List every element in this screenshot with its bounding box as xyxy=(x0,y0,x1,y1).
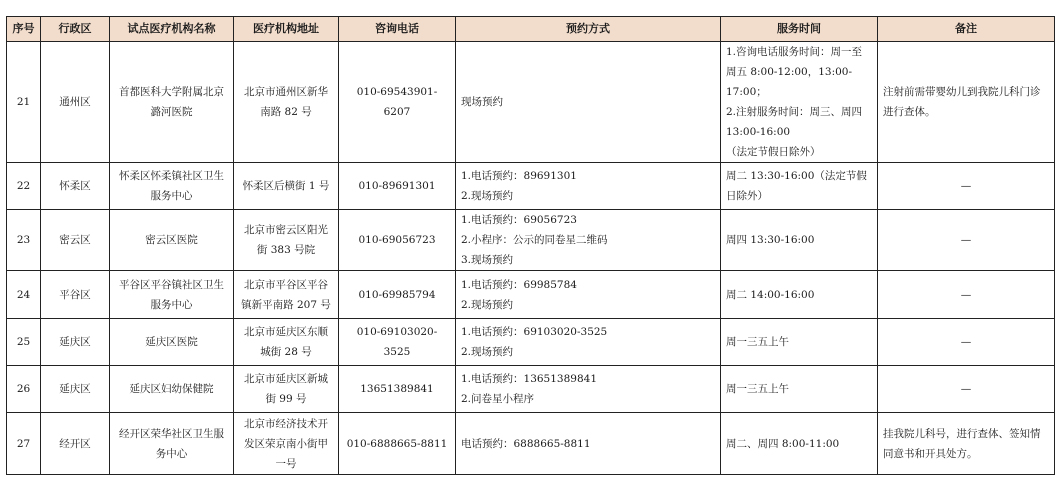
cell-address: 北京市延庆区东顺城街 28 号 xyxy=(234,319,339,366)
service-time-line: 周一三五上午 xyxy=(726,383,789,395)
cell-booking xyxy=(456,271,721,319)
cell-service-time xyxy=(721,413,878,475)
cell-note: 注射前需带婴幼儿到我院儿科门诊进行查体。 xyxy=(878,42,1055,163)
header-phone: 咨询电话 xyxy=(339,17,456,42)
booking-line: 2.现场预约 xyxy=(461,190,514,202)
cell-district: 平谷区 xyxy=(41,271,110,319)
cell-district: 经开区 xyxy=(41,413,110,475)
service-time-line: 周四 13:30-16:00 xyxy=(726,234,815,246)
cell-booking xyxy=(456,366,721,413)
cell-service-time xyxy=(721,366,878,413)
cell-institution-name: 延庆区医院 xyxy=(110,319,234,366)
cell-service-time xyxy=(721,210,878,271)
cell-phone: 13651389841 xyxy=(339,366,456,413)
booking-line: 1.电话预约：69056723 xyxy=(461,214,577,226)
cell-address: 怀柔区后横街 1 号 xyxy=(234,163,339,210)
service-time-line: （法定节假日除外） xyxy=(726,146,821,158)
table-header-row xyxy=(7,17,1055,42)
cell-institution-name: 密云区医院 xyxy=(110,210,234,271)
cell-note: — xyxy=(878,210,1055,271)
booking-line: 1.电话预约：13651389841 xyxy=(461,373,598,385)
header-note: 备注 xyxy=(878,17,1055,42)
cell-service-time xyxy=(721,319,878,366)
cell-service-time xyxy=(721,163,878,210)
cell-institution-name: 怀柔区怀柔镇社区卫生服务中心 xyxy=(110,163,234,210)
cell-institution-name: 经开区荣华社区卫生服务中心 xyxy=(110,413,234,475)
table-row xyxy=(7,42,1055,163)
cell-no: 23 xyxy=(7,210,41,271)
header-district: 行政区 xyxy=(41,17,110,42)
service-time-line: 周二 13:30-16:00（法定节假日除外） xyxy=(726,170,867,202)
cell-note: — xyxy=(878,366,1055,413)
cell-address: 北京市通州区新华南路 82 号 xyxy=(234,42,339,163)
cell-institution-name: 平谷区平谷镇社区卫生服务中心 xyxy=(110,271,234,319)
service-time-line: 1.咨询电话服务时间：周一至周五 8:00-12:00，13:00-17:00； xyxy=(726,46,863,98)
cell-note: — xyxy=(878,163,1055,210)
table-row xyxy=(7,163,1055,210)
booking-line: 2.现场预约 xyxy=(461,298,514,311)
booking-line: 2.现场预约 xyxy=(461,346,514,358)
header-no: 序号 xyxy=(7,17,41,42)
booking-line: 2.问卷星小程序 xyxy=(461,393,535,405)
service-time-line: 周二、周四 8:00-11:00 xyxy=(726,437,840,450)
booking-line: 1.电话预约：89691301 xyxy=(461,170,577,182)
header-booking: 预约方式 xyxy=(456,17,721,42)
header-service-time: 服务时间 xyxy=(721,17,878,42)
cell-district: 延庆区 xyxy=(41,366,110,413)
cell-no: 25 xyxy=(7,319,41,366)
header-address: 医疗机构地址 xyxy=(234,17,339,42)
cell-note: — xyxy=(878,319,1055,366)
cell-booking xyxy=(456,319,721,366)
cell-institution-name: 首都医科大学附属北京潞河医院 xyxy=(110,42,234,163)
booking-line: 1.电话预约：69985784 xyxy=(461,278,577,291)
cell-note: — xyxy=(878,271,1055,319)
booking-line: 电话预约：6888665-8811 xyxy=(461,437,591,450)
cell-district: 怀柔区 xyxy=(41,163,110,210)
cell-no: 22 xyxy=(7,163,41,210)
cell-phone: 010-69103020-3525 xyxy=(339,319,456,366)
service-time-line: 周二 14:00-16:00 xyxy=(726,288,815,301)
cell-phone: 010-6888665-8811 xyxy=(339,413,456,475)
cell-district: 密云区 xyxy=(41,210,110,271)
cell-phone: 010-69543901-6207 xyxy=(339,42,456,163)
table-row xyxy=(7,271,1055,319)
cell-booking xyxy=(456,163,721,210)
table-row xyxy=(7,210,1055,271)
service-time-line: 周一三五上午 xyxy=(726,336,789,348)
cell-phone: 010-69056723 xyxy=(339,210,456,271)
cell-address: 北京市平谷区平谷镇新平南路 207 号 xyxy=(234,271,339,319)
cell-no: 24 xyxy=(7,271,41,319)
table-row xyxy=(7,366,1055,413)
cell-no: 21 xyxy=(7,42,41,163)
cell-district: 通州区 xyxy=(41,42,110,163)
cell-address: 北京市延庆区新城街 99 号 xyxy=(234,366,339,413)
cell-phone: 010-89691301 xyxy=(339,163,456,210)
service-time-line: 2.注射服务时间：周三、周四 13:00-16:00 xyxy=(726,106,863,138)
cell-booking xyxy=(456,210,721,271)
cell-booking xyxy=(456,413,721,475)
cell-service-time xyxy=(721,42,878,163)
header-institution-name: 试点医疗机构名称 xyxy=(110,17,234,42)
vaccination-sites-table-container xyxy=(6,16,1054,475)
booking-line: 2.小程序：公示的同卷星二维码 xyxy=(461,234,608,246)
cell-district: 延庆区 xyxy=(41,319,110,366)
cell-service-time xyxy=(721,271,878,319)
booking-line: 1.电话预约：69103020-3525 xyxy=(461,326,608,338)
booking-line: 现场预约 xyxy=(461,96,503,108)
cell-booking xyxy=(456,42,721,163)
booking-line: 3.现场预约 xyxy=(461,254,514,266)
cell-address: 北京市经济技术开发区荣京南小街甲一号 xyxy=(234,413,339,475)
table-row xyxy=(7,319,1055,366)
cell-no: 26 xyxy=(7,366,41,413)
cell-institution-name: 延庆区妇幼保健院 xyxy=(110,366,234,413)
cell-note: 挂我院儿科号，进行查体、签知情同意书和开具处方。 xyxy=(878,413,1055,475)
table-row xyxy=(7,413,1055,475)
vaccination-sites-table xyxy=(6,16,1055,475)
cell-address: 北京市密云区阳光街 383 号院 xyxy=(234,210,339,271)
cell-phone: 010-69985794 xyxy=(339,271,456,319)
cell-no: 27 xyxy=(7,413,41,475)
